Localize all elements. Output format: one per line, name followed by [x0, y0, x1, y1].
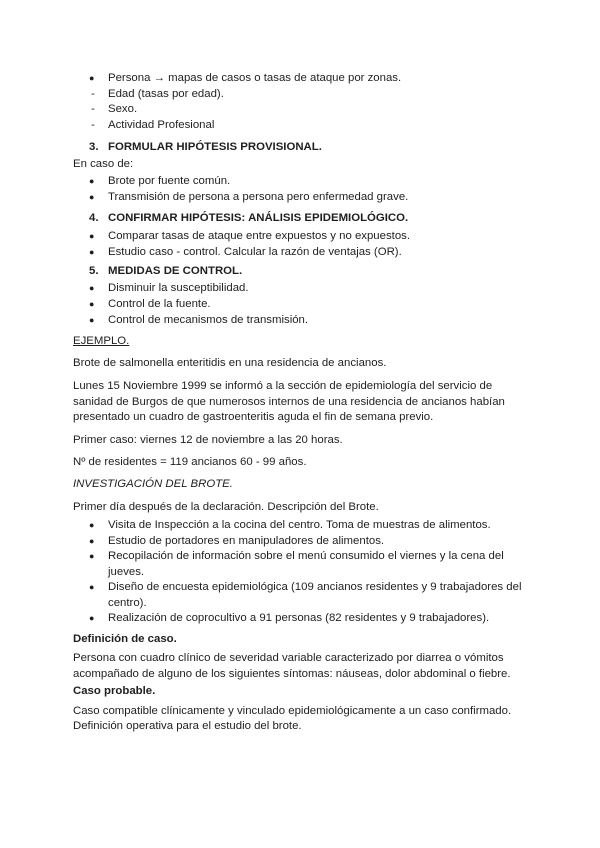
definicion-text: Persona con cuadro clínico de severidad variable caracterizado por diarrea o vómitos acompañado de alguno de los siguientes síntomas: náuseas, dolor abdominal o fiebre.: [73, 652, 511, 680]
step-number: 5.: [89, 265, 99, 277]
dash-marker: -: [91, 119, 95, 131]
definicion-heading: Definición de caso.: [73, 633, 177, 645]
bullet-marker: ●: [89, 176, 95, 186]
residents: Nº de residentes = 119 ancianos 60 - 99 años.: [73, 456, 307, 468]
list-item: Control de mecanismos de transmisión.: [108, 314, 309, 326]
ejemplo-report: Lunes 15 Noviembre 1999 se informó a la sección de epidemiología del servicio de sanidad de Burgos de que numerosos internos de una residencia de ancianos habían presentado un cuadro de gastroenteritis aguda el fin de semana previo.: [73, 380, 505, 423]
list-item: Recopilación de información sobre el menú consumido el viernes y la cena del jueves.: [108, 550, 504, 578]
list-item: Sexo.: [108, 103, 138, 115]
list-item: Edad (tasas por edad).: [108, 88, 224, 100]
list-item: Brote por fuente común.: [108, 175, 231, 187]
list-item: Control de la fuente.: [108, 298, 211, 310]
list-item: Actividad Profesional: [108, 119, 215, 131]
step-title: MEDIDAS DE CONTROL.: [108, 265, 243, 277]
list-item: Estudio caso - control. Calcular la razón de ventajas (OR).: [108, 246, 402, 258]
ejemplo-heading: EJEMPLO.: [73, 335, 130, 347]
investigacion-heading: INVESTIGACIÓN DEL BROTE.: [73, 478, 233, 490]
bullet-marker: ●: [89, 582, 95, 592]
bullet-marker: ●: [89, 551, 95, 561]
list-item: Transmisión de persona a persona pero enfermedad grave.: [108, 191, 409, 203]
step-number: 3.: [89, 141, 99, 153]
bullet-marker: ●: [89, 536, 95, 546]
bullet-marker: ●: [89, 315, 95, 325]
bullet-marker: ●: [89, 283, 95, 293]
probable-heading: Caso probable.: [73, 685, 156, 697]
bullet-marker: ●: [89, 73, 95, 83]
bullet-marker: ●: [89, 613, 95, 623]
list-item: Estudio de portadores en manipuladores de alimentos.: [108, 535, 385, 547]
step-number: 4.: [89, 212, 99, 224]
step-title: CONFIRMAR HIPÓTESIS: ANÁLISIS EPIDEMIOLÓGICO.: [108, 212, 409, 224]
list-item: Realización de coprocultivo a 91 personas (82 residentes y 9 trabajadores).: [108, 612, 490, 624]
caso-de-label: En caso de:: [73, 158, 134, 170]
dash-marker: -: [91, 103, 95, 115]
list-item: Diseño de encuesta epidemiológica (109 ancianos residentes y 9 trabajadores del centro).: [108, 581, 522, 609]
probable-text: Caso compatible clínicamente y vinculado epidemiológicamente a un caso confirmado.: [73, 705, 512, 717]
ejemplo-intro: Brote de salmonella enteritidis en una residencia de ancianos.: [73, 357, 387, 369]
investigacion-intro: Primer día después de la declaración. Descripción del Brote.: [73, 501, 379, 513]
step-title: FORMULAR HIPÓTESIS PROVISIONAL.: [108, 141, 322, 153]
dash-marker: -: [91, 88, 95, 100]
bullet-marker: ●: [89, 299, 95, 309]
bullet-marker: ●: [89, 192, 95, 202]
first-case: Primer caso: viernes 12 de noviembre a las 20 horas.: [73, 434, 343, 446]
bullet-marker: ●: [89, 231, 95, 241]
list-item: Visita de Inspección a la cocina del centro. Toma de muestras de alimentos.: [108, 519, 491, 531]
list-item: Disminuir la susceptibilidad.: [108, 282, 249, 294]
list-item: Comparar tasas de ataque entre expuestos y no expuestos.: [108, 230, 411, 242]
bullet-marker: ●: [89, 520, 95, 530]
list-item: Persona → mapas de casos o tasas de ataque por zonas.: [108, 72, 402, 84]
probable-text-2: Definición operativa para el estudio del brote.: [73, 720, 302, 732]
bullet-marker: ●: [89, 247, 95, 257]
